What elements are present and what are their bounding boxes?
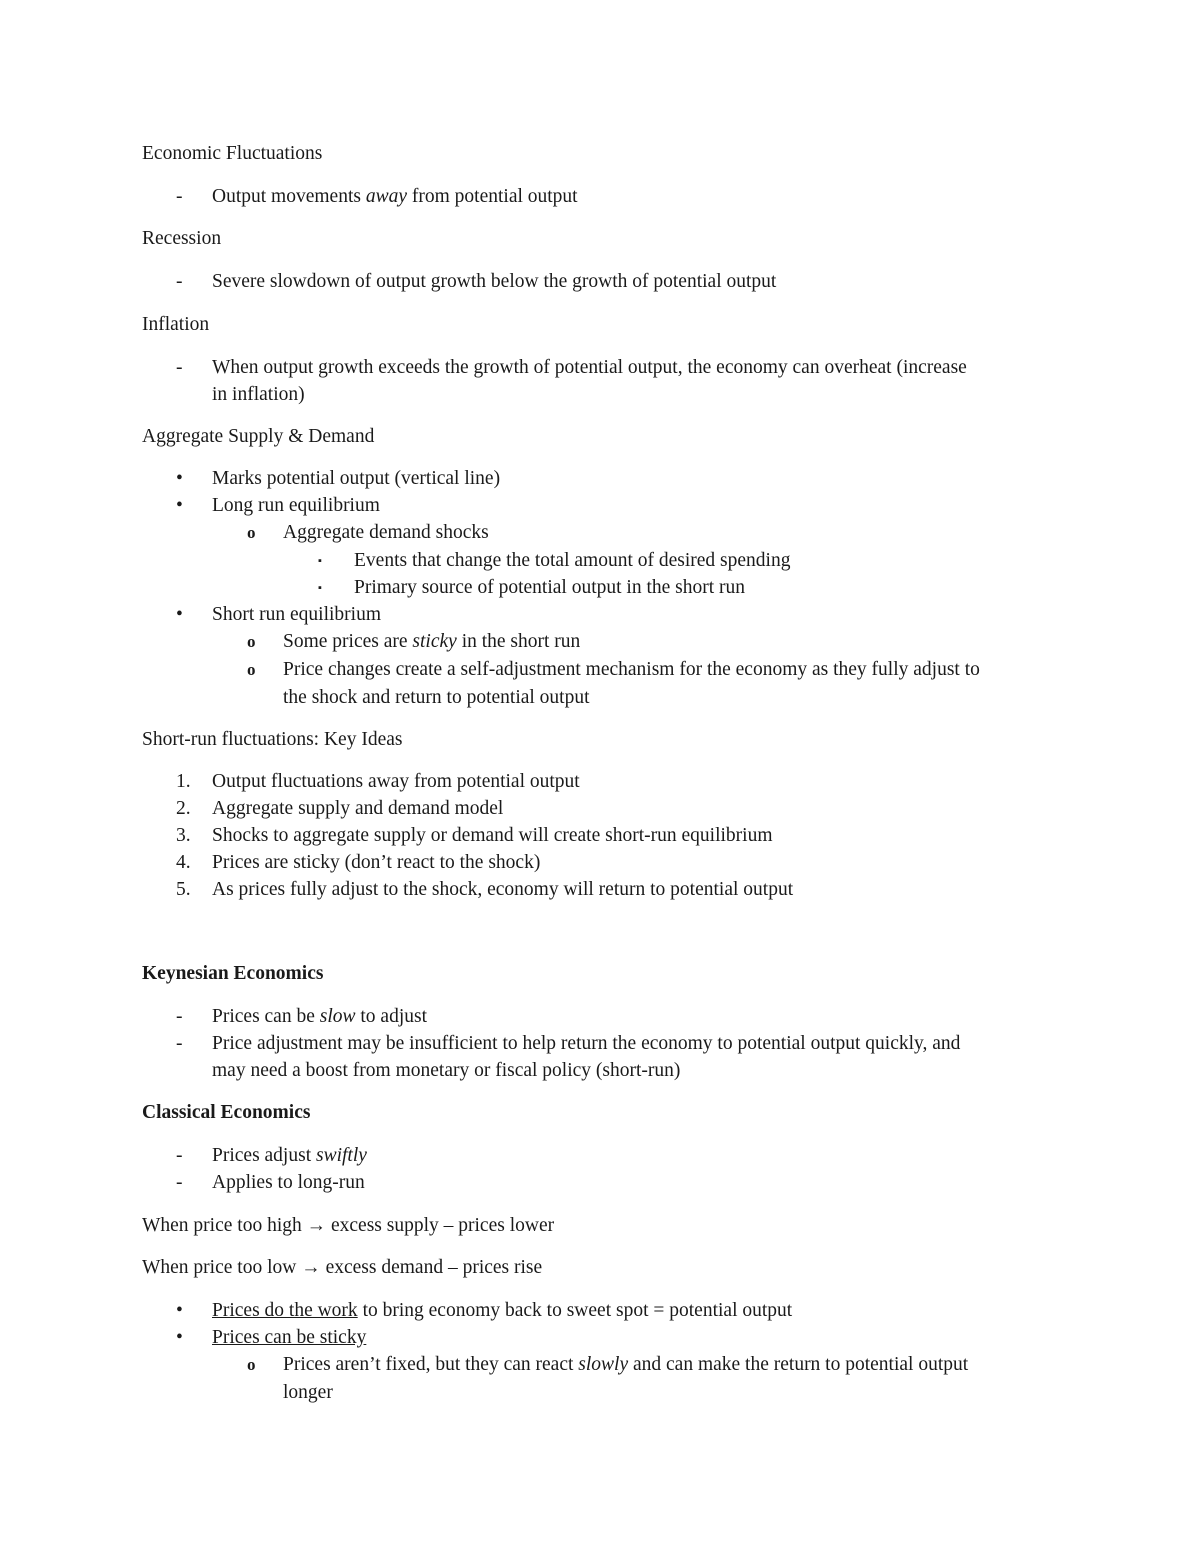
- numbered-item: Shocks to aggregate supply or demand will create short-run equilibrium: [212, 825, 773, 846]
- list-item: Long run equilibrium: [212, 495, 380, 516]
- list-item: Price adjustment may be insufficient to help return the economy to potential output quickly, and: [212, 1033, 961, 1054]
- list-item: Prices aren’t fixed, but they can react slowly and can make the return to potential output: [283, 1354, 969, 1375]
- list-item-continuation: the shock and return to potential output: [283, 687, 590, 708]
- list-item: Events that change the total amount of desired spending: [354, 550, 791, 571]
- price-low-line: When price too low → excess demand – prices rise: [142, 1257, 543, 1278]
- list-item: Prices can be slow to adjust: [212, 1006, 428, 1027]
- list-item: Some prices are sticky in the short run: [283, 631, 581, 652]
- arrow-right-icon: →: [306, 1215, 327, 1236]
- square-marker: ▪: [318, 555, 322, 567]
- number-marker: 3.: [176, 825, 191, 846]
- dash-marker: -: [176, 271, 183, 292]
- list-item: Output movements away from potential output: [212, 186, 578, 207]
- heading-keynesian-economics: Keynesian Economics: [142, 963, 324, 984]
- heading-inflation: Inflation: [142, 314, 210, 335]
- list-item: Marks potential output (vertical line): [212, 468, 501, 489]
- number-marker: 4.: [176, 852, 191, 873]
- numbered-item: Output fluctuations away from potential output: [212, 771, 580, 792]
- dash-marker: -: [176, 1145, 183, 1166]
- dash-marker: -: [176, 1033, 183, 1054]
- bullet-marker: •: [176, 495, 183, 516]
- numbered-item: Aggregate supply and demand model: [212, 798, 504, 819]
- list-item-continuation: in inflation): [212, 384, 305, 405]
- dash-marker: -: [176, 186, 183, 207]
- heading-classical-economics: Classical Economics: [142, 1102, 311, 1123]
- list-item: Severe slowdown of output growth below the growth of potential output: [212, 271, 777, 292]
- number-marker: 5.: [176, 879, 191, 900]
- circle-marker: o: [247, 660, 256, 679]
- dash-marker: -: [176, 357, 183, 378]
- circle-marker: o: [247, 632, 256, 651]
- arrow-right-icon: →: [301, 1257, 321, 1278]
- heading-aggregate-supply-demand: Aggregate Supply & Demand: [142, 426, 375, 447]
- price-high-line: When price too high → excess supply – prices lower: [142, 1215, 555, 1236]
- heading-recession: Recession: [142, 228, 222, 249]
- dash-marker: -: [176, 1172, 183, 1193]
- circle-marker: o: [247, 523, 256, 542]
- square-marker: ▪: [318, 582, 322, 594]
- list-item-continuation: may need a boost from monetary or fiscal policy (short-run): [212, 1060, 681, 1081]
- list-item: Prices adjust swiftly: [212, 1145, 367, 1166]
- list-item: When output growth exceeds the growth of potential output, the economy can overheat (increase: [212, 357, 967, 378]
- numbered-item: As prices fully adjust to the shock, economy will return to potential output: [212, 879, 794, 900]
- list-item: Aggregate demand shocks: [283, 522, 489, 543]
- list-item: Prices do the work to bring economy back to sweet spot = potential output: [212, 1300, 793, 1321]
- list-item: Prices can be sticky: [212, 1327, 367, 1348]
- list-item: Primary source of potential output in the short run: [354, 577, 746, 598]
- number-marker: 2.: [176, 798, 191, 819]
- heading-economic-fluctuations: Economic Fluctuations: [142, 143, 323, 164]
- bullet-marker: •: [176, 1300, 183, 1321]
- bullet-marker: •: [176, 468, 183, 489]
- list-item-continuation: longer: [283, 1382, 333, 1403]
- list-item: Price changes create a self-adjustment mechanism for the economy as they fully adjust to: [283, 659, 980, 680]
- dash-marker: -: [176, 1006, 183, 1027]
- bullet-marker: •: [176, 1327, 183, 1348]
- heading-key-ideas: Short-run fluctuations: Key Ideas: [142, 729, 403, 750]
- list-item: Applies to long-run: [212, 1172, 365, 1193]
- bullet-marker: •: [176, 604, 183, 625]
- numbered-item: Prices are sticky (don’t react to the shock): [212, 852, 541, 873]
- number-marker: 1.: [176, 771, 191, 792]
- list-item: Short run equilibrium: [212, 604, 381, 625]
- circle-marker: o: [247, 1355, 256, 1374]
